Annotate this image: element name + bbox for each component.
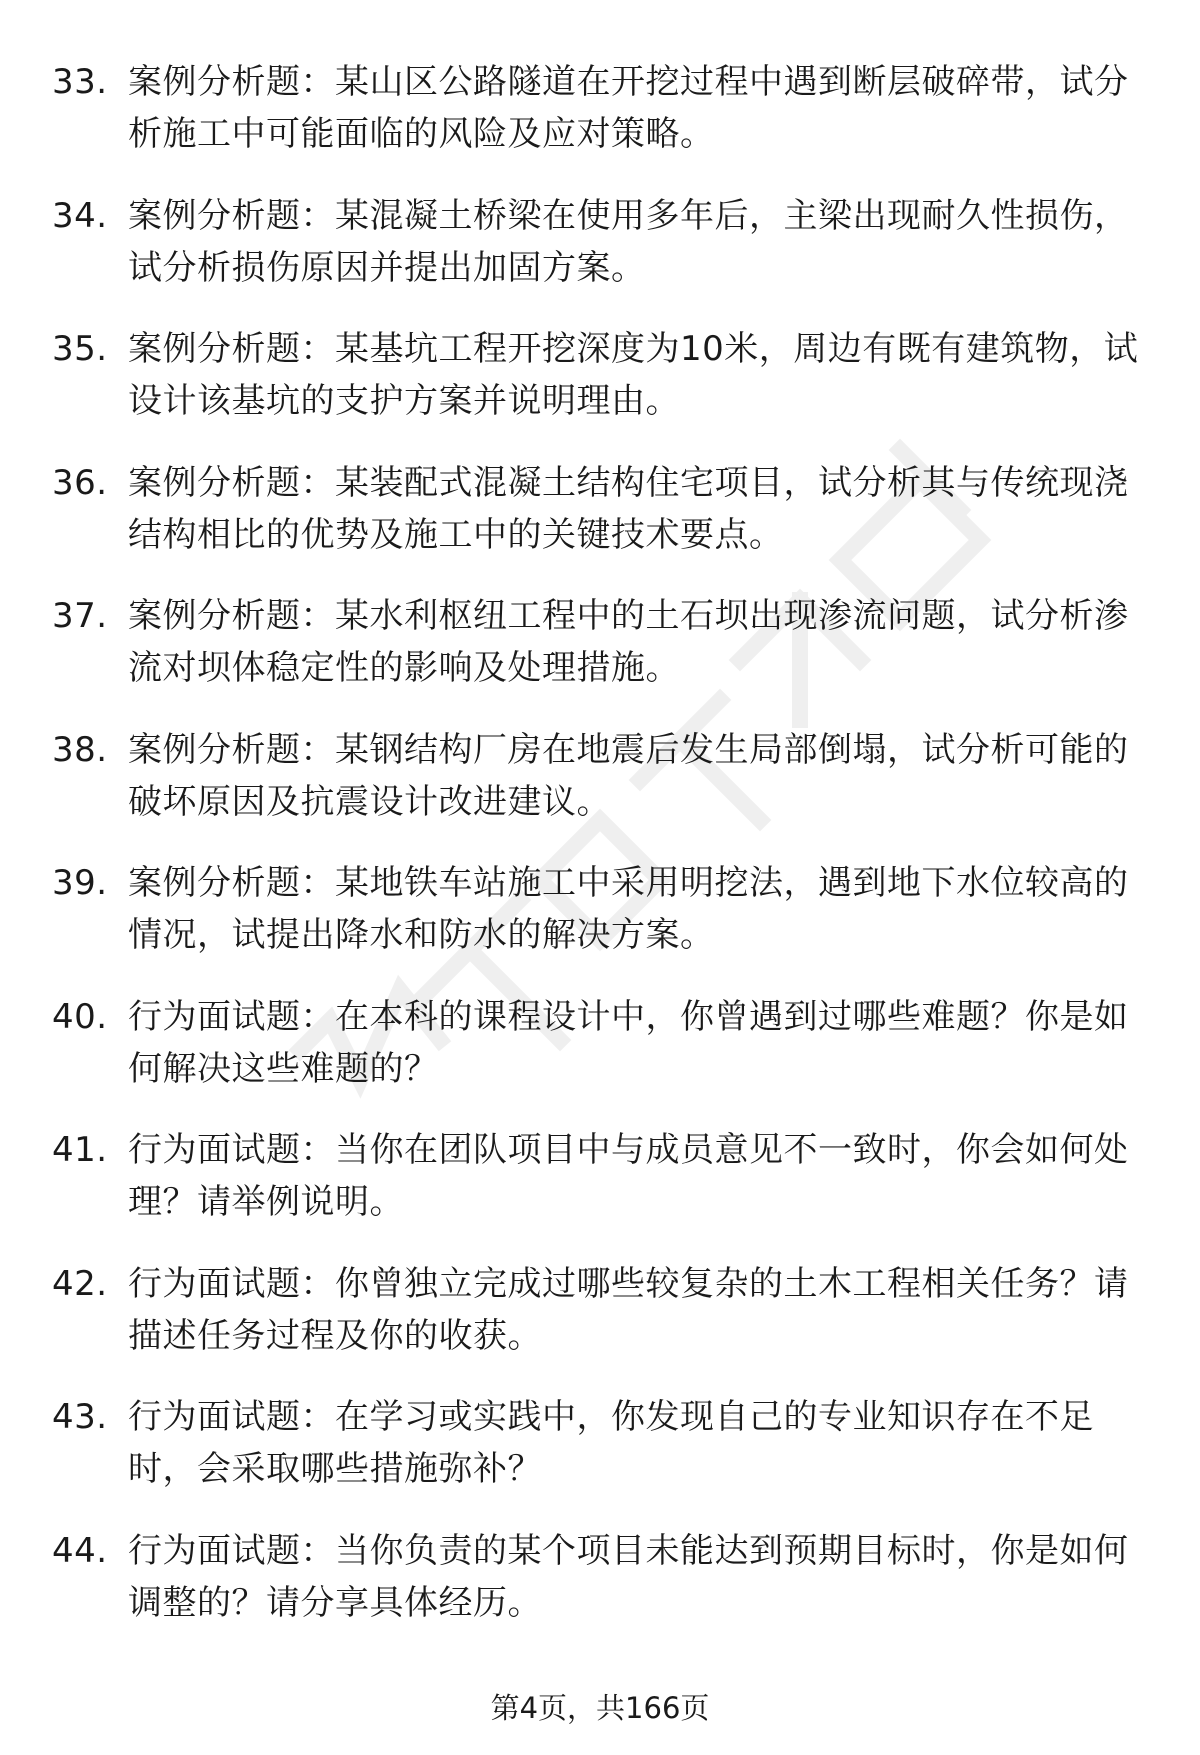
question-item (0, 857, 1200, 991)
question-text: 案例分析题：某山区公路隧道在开挖过程中遇到断层破碎带，试分析施工中可能面临的风险及应对策略。 (128, 62, 1129, 154)
question-item (0, 724, 1200, 858)
question-number: 36. (52, 462, 108, 503)
question-text: 案例分析题：某装配式混凝土结构住宅项目，试分析其与传统现浇结构相比的优势及施工中的关键技术要点。 (128, 462, 1129, 555)
question-item (0, 323, 1200, 457)
question-item (0, 190, 1200, 324)
question-text: 案例分析题：某钢结构厂房在地震后发生局部倒塌，试分析可能的破坏原因及抗震设计改进建议。 (128, 729, 1129, 822)
question-item (0, 457, 1200, 591)
question-number: 38. (52, 729, 108, 770)
page-number-label: 第4页，共166页 (490, 1691, 710, 1725)
question-number: 39. (52, 863, 108, 903)
question-number: 34. (52, 195, 108, 236)
question-text: 行为面试题：当你负责的某个项目未能达到预期目标时，你是如何调整的？请分享具体经历。 (128, 1530, 1129, 1623)
question-item (0, 1525, 1200, 1659)
page-footer (0, 1688, 1200, 1728)
question-number: 35. (52, 329, 108, 369)
question-item (0, 590, 1200, 724)
question-list (0, 56, 1200, 1658)
question-item (0, 991, 1200, 1125)
question-text: 案例分析题：某混凝土桥梁在使用多年后，主梁出现耐久性损伤，试分析损伤原因并提出加固方案。 (128, 195, 1129, 288)
question-number: 33. (52, 62, 108, 102)
question-text: 案例分析题：某地铁车站施工中采用明挖法，遇到地下水位较高的情况，试提出降水和防水的解决方案。 (128, 863, 1129, 955)
question-item (0, 1258, 1200, 1392)
question-text: 行为面试题：在本科的课程设计中，你曾遇到过哪些难题？你是如何解决这些难题的？ (128, 996, 1129, 1089)
question-text: 行为面试题：当你在团队项目中与成员意见不一致时，你会如何处理？请举例说明。 (128, 1130, 1129, 1222)
question-number: 41. (52, 1130, 108, 1170)
question-number: 43. (52, 1397, 108, 1437)
question-number: 40. (52, 996, 108, 1037)
question-text: 案例分析题：某水利枢纽工程中的土石坝出现渗流问题，试分析渗流对坝体稳定性的影响及处理措施。 (128, 596, 1129, 688)
question-text: 行为面试题：在学习或实践中，你发现自己的专业知识存在不足时，会采取哪些措施弥补？ (128, 1397, 1094, 1489)
question-number: 42. (52, 1263, 108, 1304)
question-text: 行为面试题：你曾独立完成过哪些较复杂的土木工程相关任务？请描述任务过程及你的收获。 (128, 1263, 1129, 1356)
question-text: 案例分析题：某基坑工程开挖深度为10米，周边有既有建筑物，试设计该基坑的支护方案并说明理由。 (128, 329, 1139, 421)
question-item (0, 1391, 1200, 1525)
question-item (0, 1124, 1200, 1258)
question-number: 44. (52, 1530, 108, 1571)
question-item (0, 56, 1200, 190)
question-number: 37. (52, 596, 108, 636)
